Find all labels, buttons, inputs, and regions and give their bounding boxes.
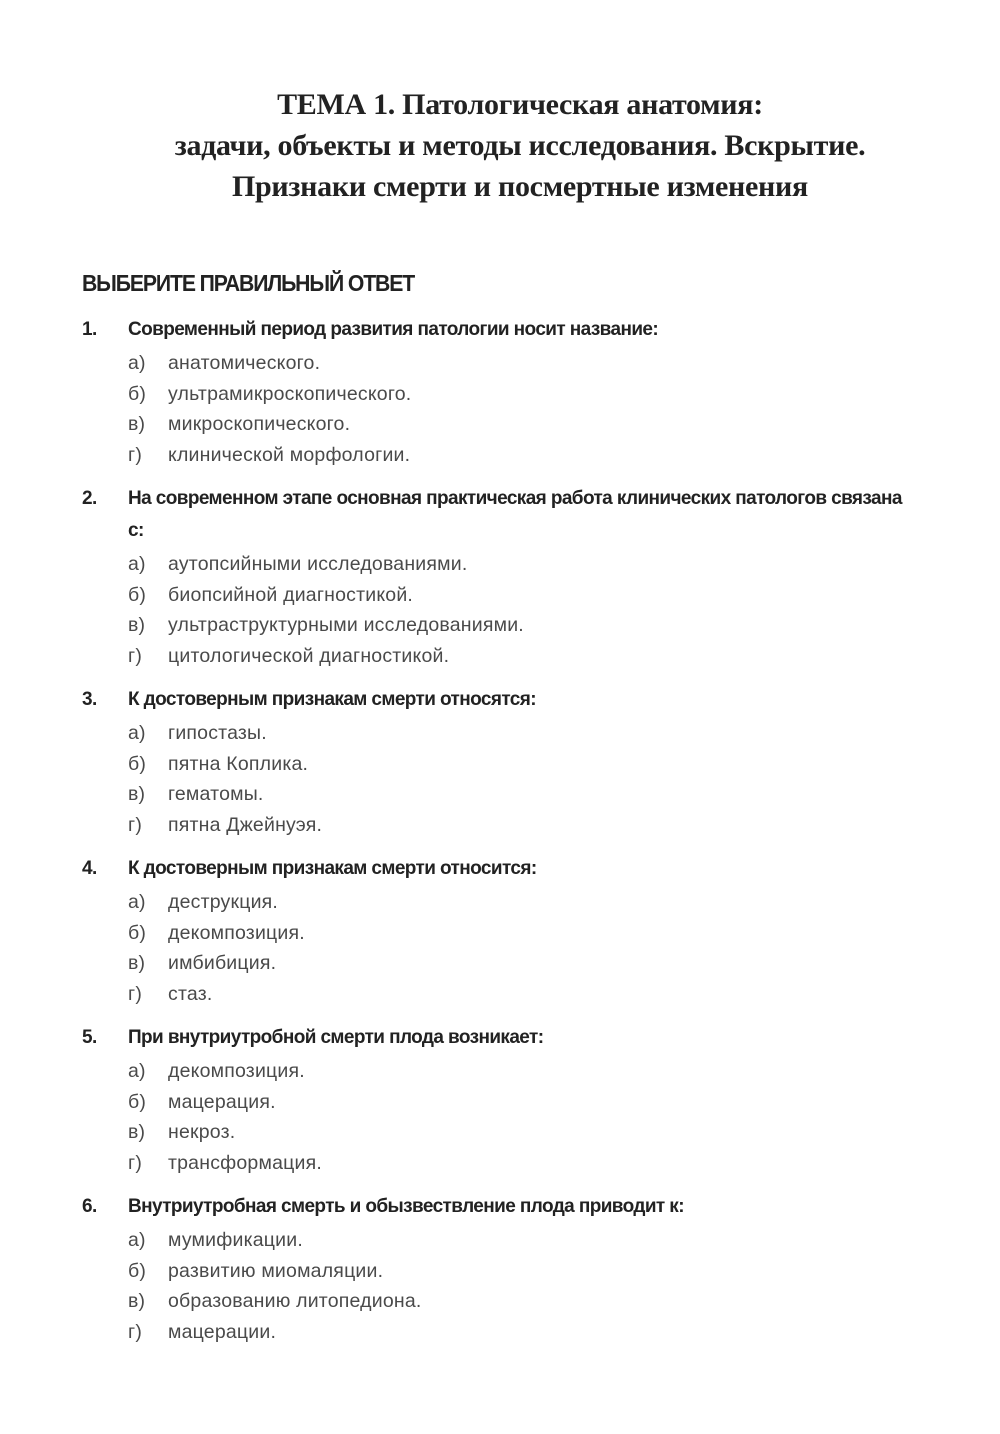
option-text: микроскопического. bbox=[168, 413, 351, 435]
option-letter: а) bbox=[128, 1229, 146, 1251]
answer-option bbox=[128, 918, 942, 949]
option-letter: б) bbox=[128, 583, 147, 606]
option-text: трансформация. bbox=[168, 1151, 322, 1174]
question-header bbox=[82, 684, 942, 716]
answer-option bbox=[128, 979, 942, 1010]
answer-option bbox=[128, 1317, 942, 1348]
answer-options bbox=[128, 718, 942, 840]
option-text: биопсийной диагностикой. bbox=[168, 583, 414, 606]
answer-option bbox=[128, 379, 942, 410]
option-letter: в) bbox=[128, 783, 146, 805]
option-text: аутопсийными исследованиями. bbox=[168, 553, 468, 575]
page-title bbox=[0, 84, 1000, 207]
answer-option bbox=[128, 1286, 942, 1317]
option-letter: а) bbox=[128, 722, 146, 744]
answer-option bbox=[128, 1056, 942, 1087]
question-number: 3. bbox=[82, 689, 97, 710]
option-text: клинической морфологии. bbox=[168, 443, 411, 466]
answer-option bbox=[128, 779, 942, 810]
option-letter: а) bbox=[128, 553, 146, 575]
option-letter: а) bbox=[128, 352, 146, 374]
option-text: некроз. bbox=[168, 1121, 236, 1143]
option-text: цитологической диагностикой. bbox=[168, 644, 450, 667]
option-text: анатомического. bbox=[168, 352, 321, 374]
question-text: Внутриутробная смерть и обызвествление плода приводит к: bbox=[128, 1196, 684, 1217]
title-line: ТЕМА 1. Патологическая анатомия: bbox=[277, 88, 763, 121]
answer-options bbox=[128, 1056, 942, 1178]
question bbox=[82, 1022, 942, 1178]
option-text: пятна Коплика. bbox=[168, 752, 309, 775]
option-letter: а) bbox=[128, 891, 146, 913]
question-number: 5. bbox=[82, 1027, 97, 1048]
option-letter: г) bbox=[128, 982, 143, 1005]
option-letter: г) bbox=[128, 1320, 143, 1343]
answer-option bbox=[128, 718, 942, 749]
question bbox=[82, 684, 942, 840]
option-text: мумификации. bbox=[168, 1229, 303, 1251]
option-text: мацерации. bbox=[168, 1320, 277, 1343]
option-text: гематомы. bbox=[168, 783, 264, 805]
question bbox=[82, 853, 942, 1009]
question-number: 6. bbox=[82, 1196, 97, 1217]
option-text: стаз. bbox=[168, 982, 213, 1005]
question bbox=[82, 483, 942, 671]
question-text: Современный период развития патологии носит название: bbox=[128, 319, 659, 340]
option-letter: б) bbox=[128, 1090, 147, 1113]
question-number: 4. bbox=[82, 858, 97, 879]
answer-option bbox=[128, 749, 942, 780]
question-text: К достоверным признакам смерти относится: bbox=[128, 858, 537, 879]
option-letter: г) bbox=[128, 1151, 143, 1174]
option-text: гипостазы. bbox=[168, 722, 267, 744]
question bbox=[82, 314, 942, 470]
question-list bbox=[82, 314, 942, 1360]
option-text: декомпозиция. bbox=[168, 1060, 305, 1082]
option-letter: в) bbox=[128, 1121, 146, 1143]
answer-option bbox=[128, 580, 942, 611]
option-text: декомпозиция. bbox=[168, 921, 305, 944]
answer-option bbox=[128, 810, 942, 841]
option-letter: б) bbox=[128, 921, 147, 944]
title-line: Признаки смерти и посмертные изменения bbox=[232, 170, 808, 203]
answer-option bbox=[128, 1117, 942, 1148]
question-text: При внутриутробной смерти плода возникает: bbox=[128, 1027, 544, 1048]
answer-option bbox=[128, 887, 942, 918]
option-letter: в) bbox=[128, 1290, 146, 1312]
question-header bbox=[82, 483, 942, 547]
option-letter: г) bbox=[128, 443, 143, 466]
question-number: 1. bbox=[82, 319, 97, 340]
question-header bbox=[82, 314, 942, 346]
answer-option bbox=[128, 1225, 942, 1256]
title-line: задачи, объекты и методы исследования. Вскрытие. bbox=[174, 129, 866, 162]
option-letter: в) bbox=[128, 952, 146, 974]
answer-option bbox=[128, 948, 942, 979]
option-text: ультрамикроскопического. bbox=[168, 382, 412, 405]
option-letter: а) bbox=[128, 1060, 146, 1082]
option-letter: б) bbox=[128, 752, 147, 775]
option-letter: в) bbox=[128, 413, 146, 435]
option-text: развитию миомаляции. bbox=[168, 1259, 384, 1282]
answer-option bbox=[128, 1256, 942, 1287]
answer-option bbox=[128, 1148, 942, 1179]
option-letter: б) bbox=[128, 382, 147, 405]
question-header bbox=[82, 853, 942, 885]
option-letter: г) bbox=[128, 813, 143, 836]
question bbox=[82, 1191, 942, 1347]
answer-options bbox=[128, 1225, 942, 1347]
answer-option bbox=[128, 440, 942, 471]
answer-option bbox=[128, 610, 942, 641]
question-number: 2. bbox=[82, 488, 97, 509]
option-letter: г) bbox=[128, 644, 143, 667]
question-text: На современном этапе основная практическая работа клинических патологов связана с: bbox=[128, 488, 902, 541]
option-text: пятна Джейнуэя. bbox=[168, 813, 323, 836]
answer-options bbox=[128, 549, 942, 671]
option-text: мацерация. bbox=[168, 1090, 276, 1113]
answer-option bbox=[128, 1087, 942, 1118]
option-letter: б) bbox=[128, 1259, 147, 1282]
option-text: образованию литопедиона. bbox=[168, 1290, 422, 1312]
question-header bbox=[82, 1022, 942, 1054]
answer-option bbox=[128, 409, 942, 440]
question-text: К достоверным признакам смерти относятся: bbox=[128, 689, 536, 710]
answer-option bbox=[128, 549, 942, 580]
answer-options bbox=[128, 887, 942, 1009]
answer-option bbox=[128, 641, 942, 672]
option-letter: в) bbox=[128, 614, 146, 636]
option-text: ультраструктурными исследованиями. bbox=[168, 614, 524, 636]
option-text: деструкция. bbox=[168, 891, 279, 913]
answer-options bbox=[128, 348, 942, 470]
answer-option bbox=[128, 348, 942, 379]
section-heading: ВЫБЕРИТЕ ПРАВИЛЬНЫЙ ОТВЕТ bbox=[82, 270, 415, 296]
option-text: имбибиция. bbox=[168, 952, 277, 974]
question-header bbox=[82, 1191, 942, 1223]
